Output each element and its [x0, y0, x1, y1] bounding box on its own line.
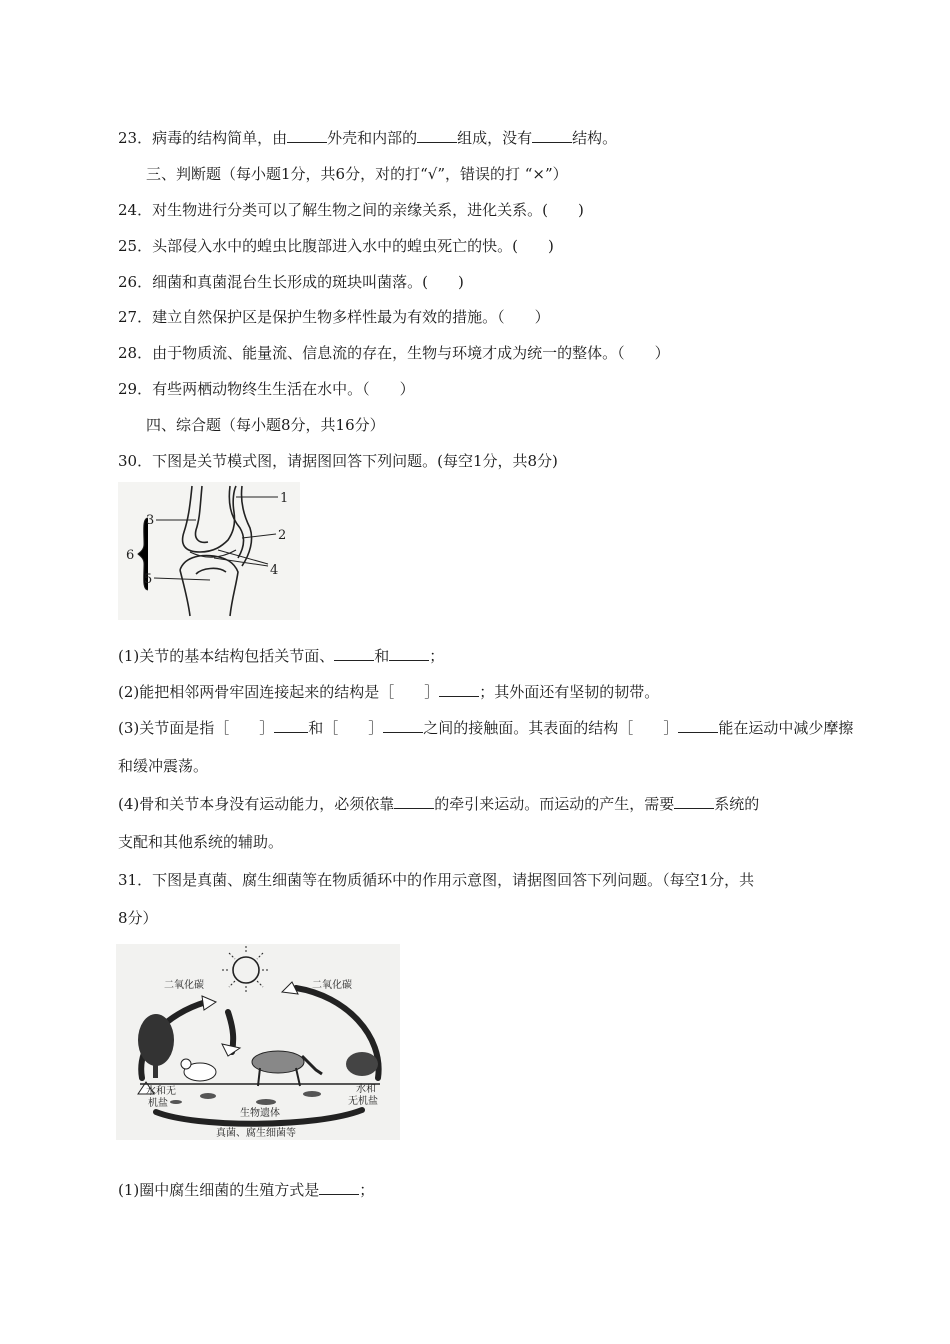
- question-28: 28．由于物质流、能量流、信息流的存在，生物与环境才成为统一的整体。（ ）: [118, 344, 670, 362]
- question-30-stem: 30．下图是关节模式图，请据图回答下列问题。(每空1分，共8分): [118, 452, 558, 470]
- answer-blank[interactable]: [389, 646, 429, 661]
- answer-blank[interactable]: [287, 128, 327, 143]
- question-26: 26．细菌和真菌混台生长形成的斑块叫菌落。( ): [118, 273, 464, 291]
- question-30-part-1: (1)关节的基本结构包括关节面、 和 ；: [118, 647, 445, 665]
- question-23: 23．病毒的结构简单，由 外壳和内部的 组成，没有 结构。: [118, 129, 618, 147]
- question-31-stem-cont: 8分）: [118, 909, 158, 927]
- answer-blank[interactable]: [383, 718, 423, 733]
- answer-blank[interactable]: [417, 128, 457, 143]
- joint-label-4: 4: [270, 563, 279, 578]
- answer-blank[interactable]: [319, 1180, 359, 1195]
- water-left-label-1: 水和无: [146, 1086, 176, 1097]
- joint-label-6: 6: [126, 548, 135, 563]
- co2-left-label: 二氧化碳: [164, 980, 204, 991]
- answer-blank[interactable]: [678, 718, 718, 733]
- question-30-part-3-cont: 和缓冲震荡。: [118, 757, 209, 775]
- joint-label-2: 2: [278, 528, 287, 543]
- answer-blank[interactable]: [532, 128, 572, 143]
- question-30-part-4: (4)骨和关节本身没有运动能力，必须依靠 的牵引来运动。而运动的产生，需要 系统的: [118, 795, 760, 813]
- question-29: 29．有些两栖动物终生生活在水中。（ ）: [118, 380, 415, 398]
- joint-label-1: 1: [280, 491, 289, 506]
- joint-label-3: 3: [146, 513, 155, 528]
- water-left-label-2: 机盐: [148, 1098, 168, 1109]
- question-30-part-2: (2)能把相邻两骨牢固连接起来的结构是［ ］ ；其外面还有坚韧的韧带。: [118, 683, 660, 701]
- question-31-stem: 31．下图是真菌、腐生细菌等在物质循环中的作用示意图，请据图回答下列问题。（每空1分，共: [118, 871, 755, 889]
- question-30-part-3: (3)关节面是指［ ］ 和［ ］ 之间的接触面。其表面的结构［ ］ 能在运动中减少摩擦: [118, 719, 854, 737]
- matter-cycle-diagram: [116, 944, 400, 1140]
- sun-icon: [222, 946, 270, 994]
- section-3-heading: 三、判断题（每小题1分，共6分，对的打“√”，错误的打 “×”）: [146, 165, 568, 183]
- co2-right-label: 二氧化碳: [312, 980, 352, 991]
- answer-blank[interactable]: [394, 794, 434, 809]
- question-27: 27．建立自然保护区是保护生物多样性最为有效的措施。（ ）: [118, 308, 550, 326]
- question-31-part-1: (1)圈中腐生细菌的生殖方式是 ；: [118, 1181, 375, 1199]
- water-right-label-2: 无机盐: [348, 1096, 378, 1107]
- water-right-label-1: 水和: [356, 1084, 376, 1095]
- answer-blank[interactable]: [334, 646, 374, 661]
- answer-blank[interactable]: [439, 682, 479, 697]
- remains-label: 生物遗体: [240, 1108, 280, 1119]
- section-4-heading: 四、综合题（每小题8分，共16分）: [146, 416, 385, 434]
- answer-blank[interactable]: [274, 718, 308, 733]
- question-25: 25．头部侵入水中的蝗虫比腹部进入水中的蝗虫死亡的快。( ): [118, 237, 554, 255]
- answer-blank[interactable]: [674, 794, 714, 809]
- question-30-part-4-cont: 支配和其他系统的辅助。: [118, 833, 284, 851]
- joint-diagram: [118, 482, 300, 620]
- joint-label-5: 5: [144, 572, 153, 587]
- question-number: 23．: [118, 129, 153, 147]
- decomposers-label: 真菌、腐生细菌等: [216, 1128, 296, 1139]
- question-24: 24．对生物进行分类可以了解生物之间的亲缘关系，进化关系。( ): [118, 201, 584, 219]
